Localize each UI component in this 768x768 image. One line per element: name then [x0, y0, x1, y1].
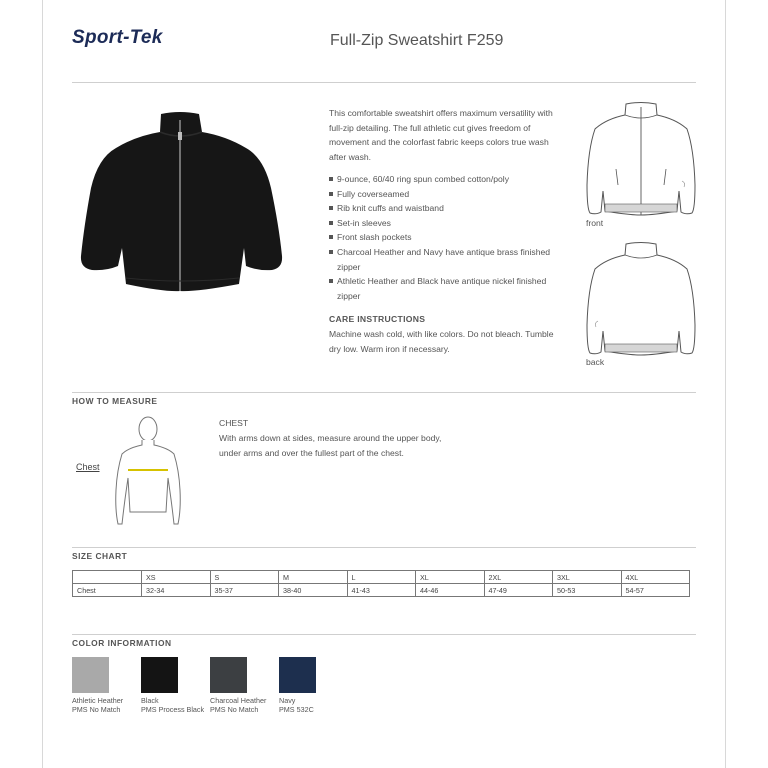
chest-heading: CHEST — [219, 418, 249, 428]
product-photo — [76, 108, 286, 294]
color-pms: PMS Process Black — [141, 705, 205, 715]
feature-list — [329, 172, 554, 303]
size-value-cell: 50-53 — [553, 584, 622, 597]
feature-item: Charcoal Heather and Navy have antique brass finished zipper — [329, 245, 554, 274]
color-label — [141, 696, 204, 715]
size-header-cell: XS — [142, 571, 211, 584]
color-swatch-black — [141, 657, 178, 693]
color-name: Navy — [279, 696, 296, 705]
size-header-row — [73, 571, 690, 584]
product-title: Full-Zip Sweatshirt F259 — [330, 32, 504, 49]
color-name: Athletic Heather — [72, 696, 124, 705]
size-header-cell: XL — [416, 571, 485, 584]
size-value-cell: 32-34 — [142, 584, 211, 597]
flat-back-label: back — [586, 357, 605, 367]
feature-item: 9-ounce, 60/40 ring spun combed cotton/poly — [329, 172, 554, 187]
feature-item: Set-in sleeves — [329, 216, 554, 231]
size-value-cell: 41-43 — [347, 584, 416, 597]
chest-figure-label: Chest — [76, 462, 100, 472]
size-value-cell: 44-46 — [416, 584, 485, 597]
size-header-cell: 2XL — [484, 571, 553, 584]
feature-item: Rib knit cuffs and waistband — [329, 201, 554, 216]
color-swatch-charcoal-heather — [210, 657, 247, 693]
color-label — [210, 696, 266, 715]
size-header-empty — [73, 571, 142, 584]
size-value-cell: 38-40 — [279, 584, 348, 597]
size-header-cell: 4XL — [621, 571, 690, 584]
color-pms: PMS No Match — [210, 705, 259, 715]
flat-sketch-front — [584, 101, 698, 217]
size-value-cell: 54-57 — [621, 584, 690, 597]
measurement-figure — [108, 414, 188, 528]
feature-item: Athletic Heather and Black have antique nickel finished zipper — [329, 274, 554, 303]
care-heading: CARE INSTRUCTIONS — [329, 314, 426, 324]
flat-sketch-back — [584, 241, 698, 357]
color-info-heading: COLOR INFORMATION — [72, 638, 172, 648]
color-pms: PMS No Match — [72, 705, 121, 715]
care-text: Machine wash cold, with like colors. Do not bleach. Tumble dry low. Warm iron if necessary. — [329, 329, 554, 354]
flat-front-label: front — [586, 218, 604, 228]
product-description: This comfortable sweatshirt offers maximum versatility with full-zip detailing. The full athletic cut gives freedom of movement and the colorfast fabric keeps colors true wash after wash. — [329, 108, 553, 162]
size-header-cell: 3XL — [553, 571, 622, 584]
feature-item: Fully coverseamed — [329, 187, 554, 202]
size-header-cell: M — [279, 571, 348, 584]
color-label — [279, 696, 314, 715]
size-row-label: Chest — [73, 584, 142, 597]
color-name: Charcoal Heather — [210, 696, 267, 705]
section-divider — [72, 634, 696, 635]
chest-instructions: With arms down at sides, measure around the upper body, under arms and over the fullest part of the chest. — [219, 433, 442, 458]
size-value-cell: 47-49 — [484, 584, 553, 597]
feature-item: Front slash pockets — [329, 230, 554, 245]
section-divider — [72, 392, 696, 393]
color-pms: PMS 532C — [279, 705, 314, 715]
brand-logo: Sport-Tek — [72, 27, 163, 48]
how-to-measure-heading: HOW TO MEASURE — [72, 396, 158, 406]
size-header-cell: S — [210, 571, 279, 584]
size-chest-row — [73, 584, 690, 597]
color-swatch-navy — [279, 657, 316, 693]
size-chart-table — [72, 570, 690, 597]
section-divider — [72, 547, 696, 548]
size-chart-heading: SIZE CHART — [72, 551, 128, 561]
color-name: Black — [141, 696, 159, 705]
size-header-cell: L — [347, 571, 416, 584]
header-divider — [72, 82, 696, 83]
color-label — [72, 696, 123, 715]
size-value-cell: 35-37 — [210, 584, 279, 597]
color-swatch-athletic-heather — [72, 657, 109, 693]
